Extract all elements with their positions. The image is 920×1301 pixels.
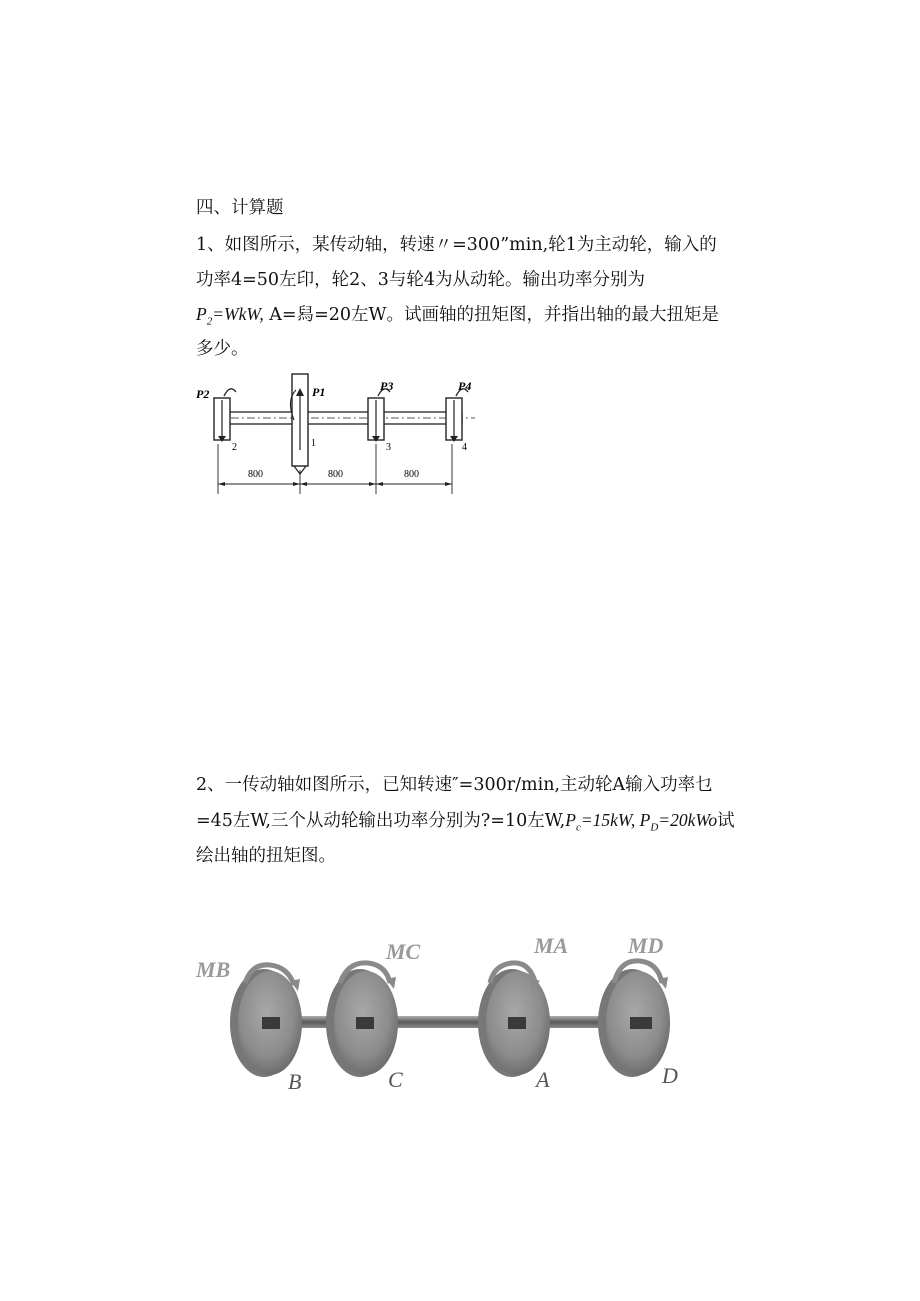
q1-label-p2: P2 <box>196 387 210 401</box>
q1-wheel-number-1: 1 <box>311 438 316 449</box>
q2-wheel-c <box>326 963 398 1077</box>
q1-p2-symbol: P <box>196 304 207 324</box>
q1-shaft-figure <box>190 370 480 500</box>
q2-pd-symbol: P <box>635 810 651 830</box>
q2-line-2-end: 试 <box>717 811 735 831</box>
q2-shaft <box>250 1016 645 1028</box>
q2-pd-subscript: D <box>650 821 659 834</box>
q2-label-mc: MC <box>386 939 421 964</box>
q1-label-p4: P4 <box>458 379 472 393</box>
q1-label-p3: P3 <box>380 379 394 393</box>
q2-label-mb: MB <box>196 957 231 982</box>
q2-pc-value: =15kW, <box>580 810 636 830</box>
q1-label-p1: P1 <box>312 385 326 399</box>
q2-pc-subscript: c <box>575 821 581 834</box>
q2-label-b: B <box>288 1069 302 1094</box>
q2-label-d: D <box>662 1063 678 1088</box>
q1-line-3-rest: A=舄=20左W。试画轴的扭矩图，并指出轴的最大扭矩是 <box>263 305 719 325</box>
q2-line-1: 2、一传动轴如图所示，已知转速″=300r/min,主动轮A输入功率乜 <box>196 775 713 795</box>
q1-dim-3: 800 <box>404 469 419 480</box>
q2-label-ma: MA <box>534 933 569 958</box>
q1-dim-2: 800 <box>328 469 343 480</box>
q1-wheel-number-3: 3 <box>386 442 391 453</box>
q2-pd-value: =20kWo <box>658 810 718 830</box>
q1-wheel-number-2: 2 <box>232 442 237 453</box>
q2-label-c: C <box>388 1067 403 1092</box>
q2-line-2-a: =45左W,三个从动轮输出功率分别为?=10左W, <box>196 811 566 831</box>
q1-line-2: 功率4=50左印，轮2、3与轮4为从动轮。输出功率分别为 <box>196 270 645 290</box>
q1-p2-value: =WkW, <box>212 304 264 324</box>
q1-p2-subscript: 2 <box>206 315 213 328</box>
q2-line-3: 绘出轴的扭矩图。 <box>196 846 336 866</box>
q2-label-md: MD <box>628 933 664 958</box>
q2-wheel-d <box>598 961 670 1077</box>
q1-line-1: 1、如图所示，某传动轴，转速〃=300”min,轮1为主动轮，输入的 <box>196 235 717 255</box>
q2-pc-symbol: P <box>565 810 576 830</box>
section-title: 四、计算题 <box>196 198 284 218</box>
q1-p2-arrow-icon <box>224 389 236 396</box>
q1-line-4: 多少。 <box>196 339 249 359</box>
q1-line-3 <box>196 296 719 340</box>
q2-shaft-figure <box>190 925 680 1105</box>
q2-wheel-b <box>230 965 302 1077</box>
q1-wheel-number-4: 4 <box>462 442 467 453</box>
q2-wheel-a <box>478 963 550 1077</box>
q1-dim-1: 800 <box>248 469 263 480</box>
q2-label-a: A <box>536 1067 550 1092</box>
